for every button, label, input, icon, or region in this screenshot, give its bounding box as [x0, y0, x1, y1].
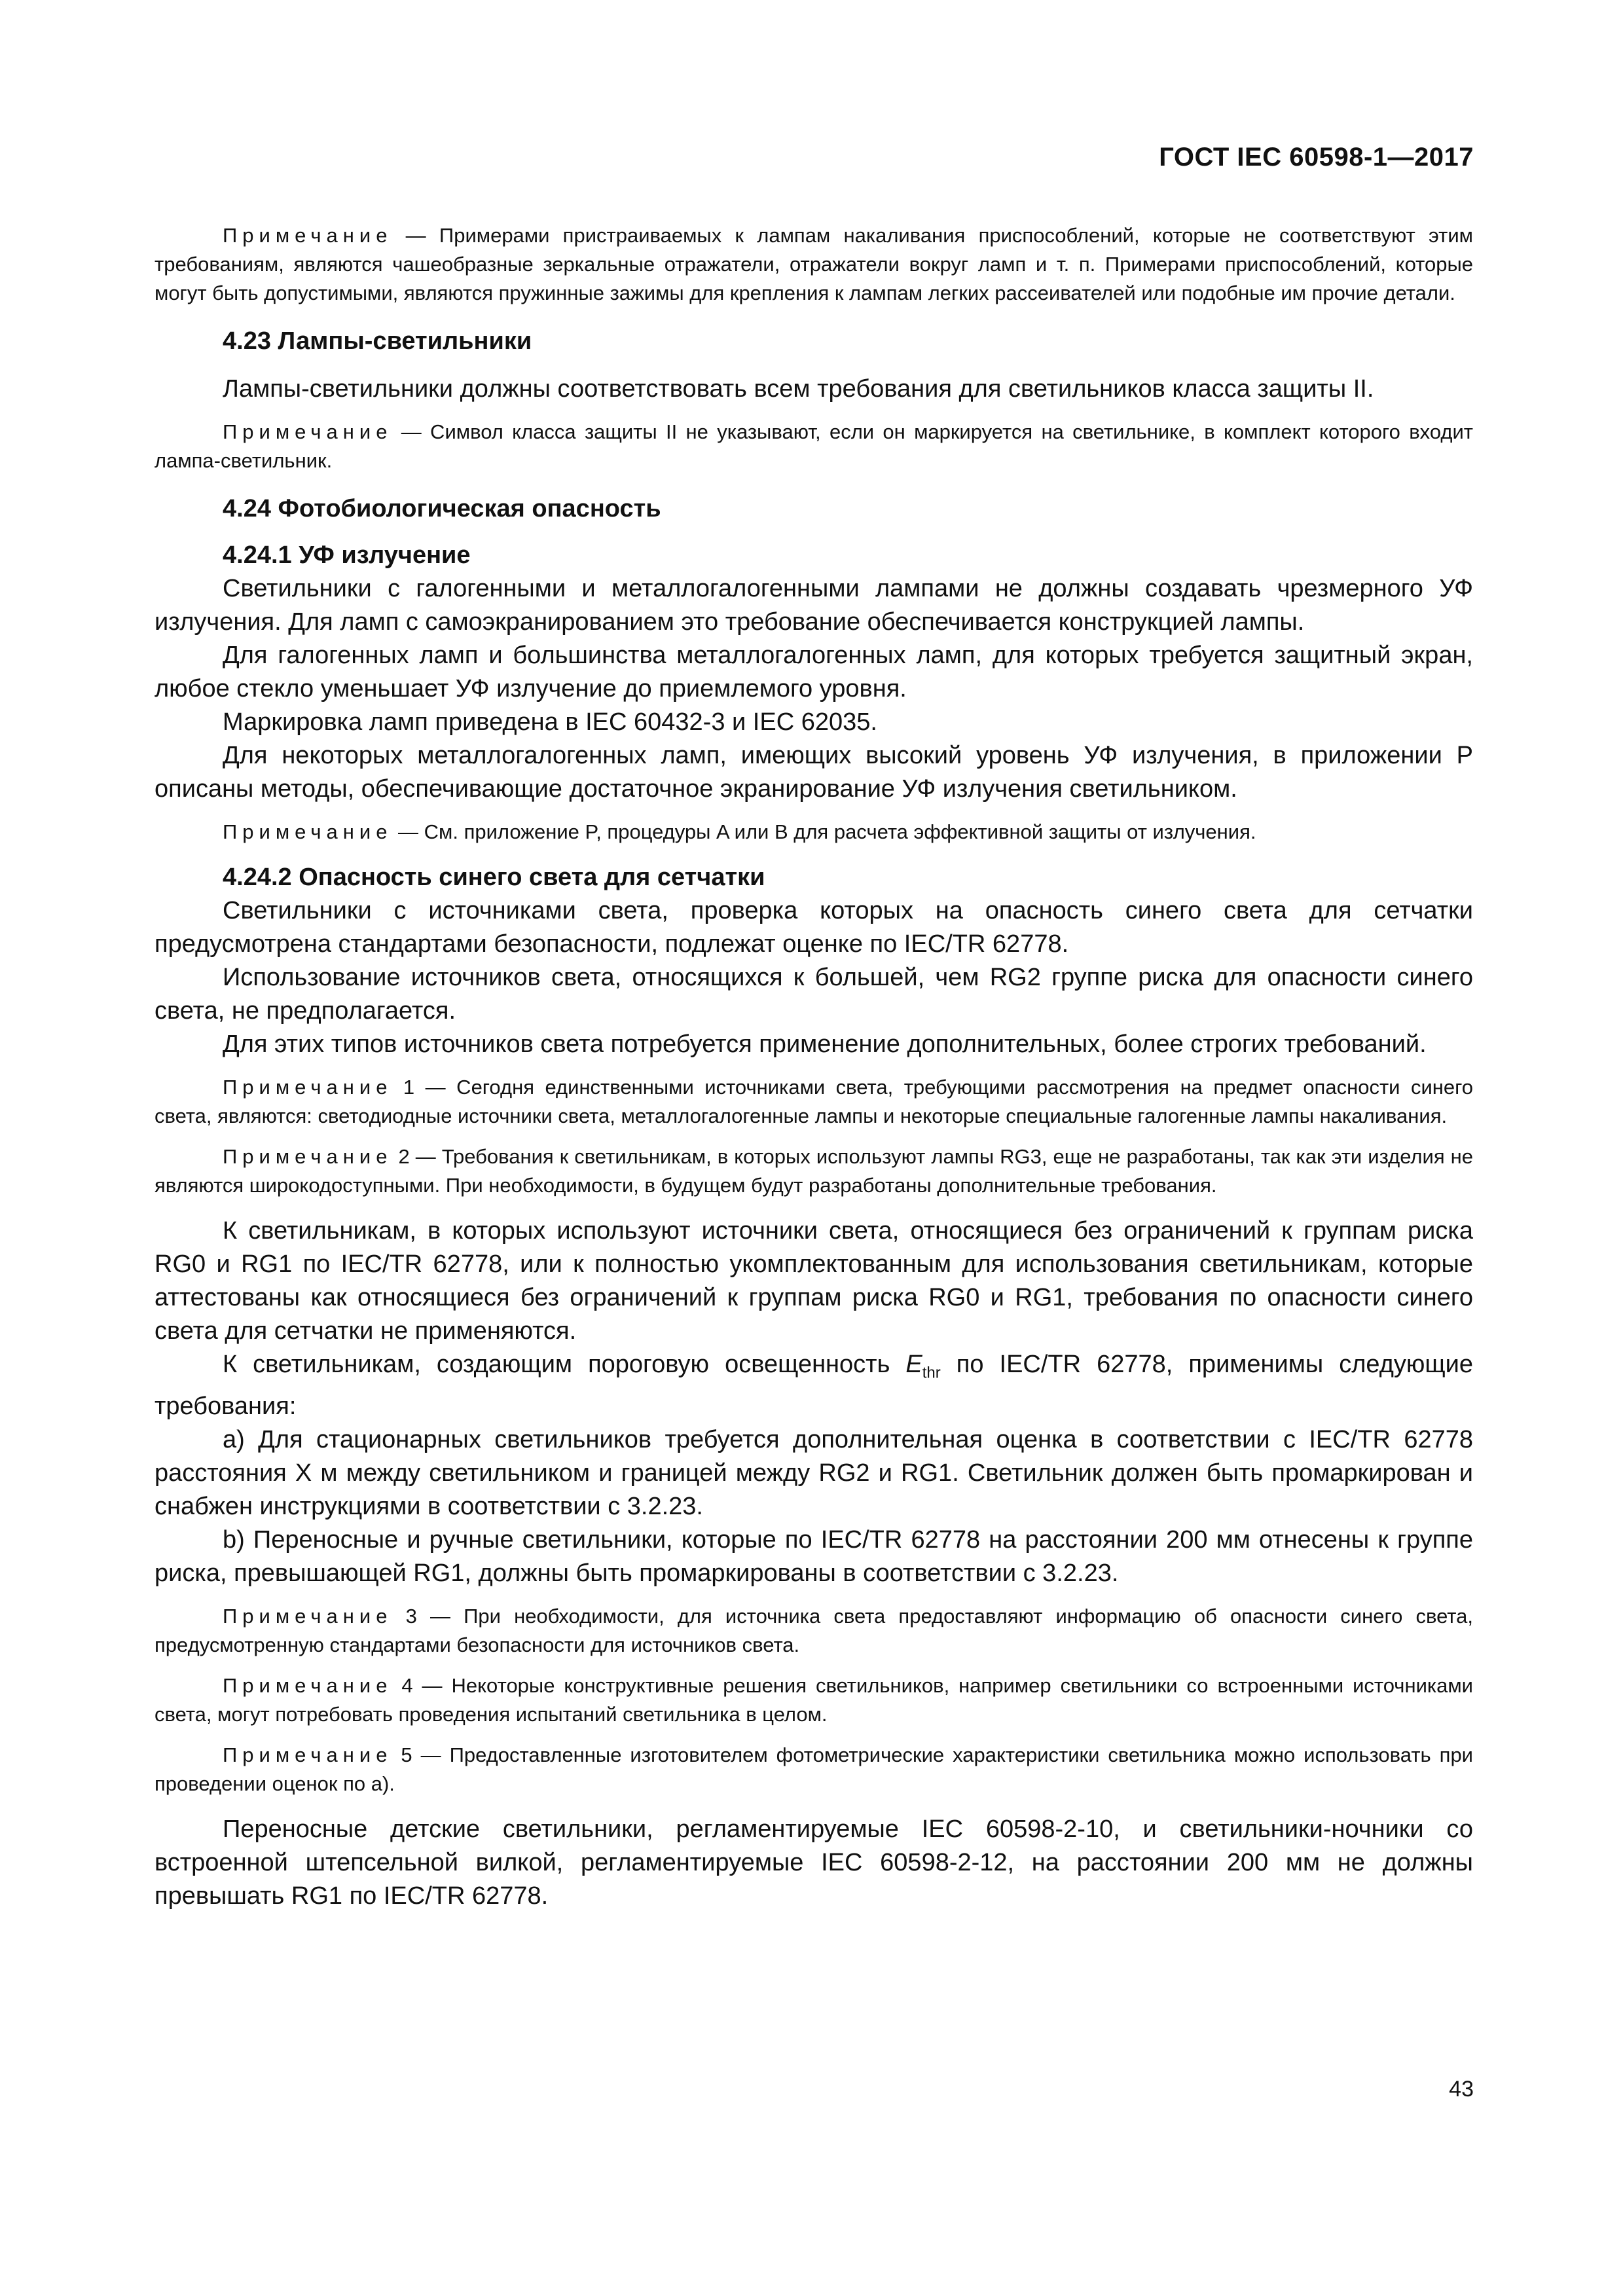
paragraph: Светильники с источниками света, проверка которых на опасность синего света для сетчатки предусмотрена стандартами безопасности, подлежат оценке по IEC/TR 62778. — [155, 897, 1473, 958]
section-heading-4-24: 4.24 Фотобиологическая опасность — [223, 495, 661, 522]
note-number: 1 — [392, 1076, 415, 1099]
note-number: 5 — [392, 1743, 412, 1766]
note-text: — См. приложение P, процедуры A или B для расчета эффективной защиты от излучения. — [392, 820, 1256, 843]
paragraph — [155, 1348, 1473, 1423]
note-label: Примечание — [223, 820, 393, 843]
paragraph: Для этих типов источников света потребуется применение дополнительных, более строгих требований. — [223, 1030, 1427, 1058]
note-number: 4 — [392, 1673, 413, 1697]
note-intro — [155, 221, 1473, 308]
section-heading-4-23: 4.23 Лампы-светильники — [223, 327, 532, 355]
note-text: — Символ класса защиты II не указывают, если он маркируется на светильнике, в комплект которого входит лампа-светильник. — [155, 420, 1473, 472]
page-number: 43 — [1449, 2077, 1474, 2102]
paragraph: К светильникам, в которых используют источники света, относящиеся без ограничений к группам риска RG0 и RG1 по IEC/TR 62778, или к полностью укомплектованным для использования светильникам, которые аттестованы как относящиеся без ограничений к группам риска RG0 и RG1, требования по опасности синего света для сетчатки не применяются. — [155, 1217, 1473, 1345]
note-text: — Сегодня единственными источниками света, требующими рассмотрения на предмет опасности синего света, являются: светодиодные источники света, металлогалогенные лампы и некоторые специальные галогенные лампы накаливания. — [155, 1076, 1473, 1127]
list-item-a: a) Для стационарных светильников требуется дополнительная оценка в соответствии с IEC/TR 62778 расстояния X м между светильником и границей между RG2 и RG1. Светильник должен быть промаркирован и снабжен инструкциями в соответствии с 3.2.23. — [155, 1425, 1473, 1520]
paragraph: Маркировка ламп приведена в IEC 60432-3 и IEC 62035. — [223, 708, 877, 736]
page-content — [155, 221, 1473, 1913]
note-3 — [155, 1602, 1473, 1660]
note-label: Примечание — [223, 224, 393, 247]
paragraph: Для галогенных ламп и большинства металлогалогенных ламп, для которых требуется защитный экран, любое стекло уменьшает УФ излучение до приемлемого уровня. — [155, 642, 1473, 702]
note-number: 2 — [392, 1145, 410, 1168]
paragraph-text: К светильникам, создающим пороговую освещенность — [223, 1351, 906, 1378]
section-heading-4-24-2: 4.24.2 Опасность синего света для сетчатки — [223, 864, 765, 891]
note-label: Примечание — [223, 420, 393, 443]
note — [155, 418, 1473, 475]
section-heading-4-24-1: 4.24.1 УФ излучение — [223, 541, 471, 569]
note-1 — [155, 1073, 1473, 1131]
note-label: Примечание — [223, 1604, 393, 1628]
note-number: 3 — [392, 1604, 417, 1628]
note-4 — [155, 1671, 1473, 1729]
document-header: ГОСТ IEC 60598-1—2017 — [1159, 143, 1474, 172]
note-text: — Некоторые конструктивные решения светильников, например светильники со встроенными источниками света, могут потребовать проведения испытаний светильника в целом. — [155, 1673, 1474, 1726]
note-2 — [155, 1142, 1473, 1200]
note-label: Примечание — [223, 1145, 393, 1168]
note-5 — [155, 1741, 1473, 1798]
list-item-b: b) Переносные и ручные светильники, которые по IEC/TR 62778 на расстоянии 200 мм отнесены к группе риска, превышающей RG1, должны быть промаркированы в соответствии с 3.2.23. — [155, 1525, 1473, 1587]
note-label: Примечание — [223, 1673, 393, 1697]
paragraph: Светильники с галогенными и металлогалогенными лампами не должны создавать чрезмерного УФ излучения. Для ламп с самоэкранированием это требование обеспечивается конструкцией лампы. — [155, 575, 1473, 636]
paragraph: Переносные детские светильники, регламентируемые IEC 60598-2-10, и светильники-ночники со встроенной штепсельной вилкой, регламентируемые IEC 60598-2-12, на расстоянии 200 мм не должны превышать RG1 по IEC/TR 62778. — [155, 1815, 1473, 1910]
note-label: Примечание — [223, 1743, 393, 1766]
symbol-subscript: thr — [922, 1364, 941, 1382]
paragraph-text: по IEC/TR 62778, применимы следующие требования: — [155, 1351, 1473, 1420]
symbol-e: E — [905, 1351, 922, 1378]
note — [155, 818, 1473, 847]
paragraph: Использование источников света, относящихся к большей, чем RG2 группе риска для опасности синего света, не предполагается. — [155, 964, 1473, 1025]
note-text: — Требования к светильникам, в которых используют лампы RG3, еще не разработаны, так как эти изделия не являются широкодоступными. При необходимости, в будущем будут разработаны дополнительные требования. — [155, 1145, 1473, 1197]
paragraph: Лампы-светильники должны соответствовать всем требования для светильников класса защиты II. — [223, 375, 1374, 403]
note-text: — При необходимости, для источника света предоставляют информацию об опасности синего света, предусмотренную стандартами безопасности для источников света. — [155, 1604, 1474, 1656]
note-text: — Предоставленные изготовителем фотометрические характеристики светильника можно использовать при проведении оценок по a). — [155, 1743, 1473, 1795]
note-label: Примечание — [223, 1076, 393, 1099]
note-text: — Примерами пристраиваемых к лампам накаливания приспособлений, которые не соответствуют этим требованиям, являются чашеобразные зеркальные отражатели, отражатели вокруг ламп и т. п. Примерами приспособлений, которые могут быть допустимыми, являются пружинные зажимы для крепления к лампам легких рассеивателей или подобные им прочие детали. — [155, 224, 1473, 304]
paragraph: Для некоторых металлогалогенных ламп, имеющих высокий уровень УФ излучения, в приложении P описаны методы, обеспечивающие достаточное экранирование УФ излучения светильником. — [155, 742, 1473, 803]
